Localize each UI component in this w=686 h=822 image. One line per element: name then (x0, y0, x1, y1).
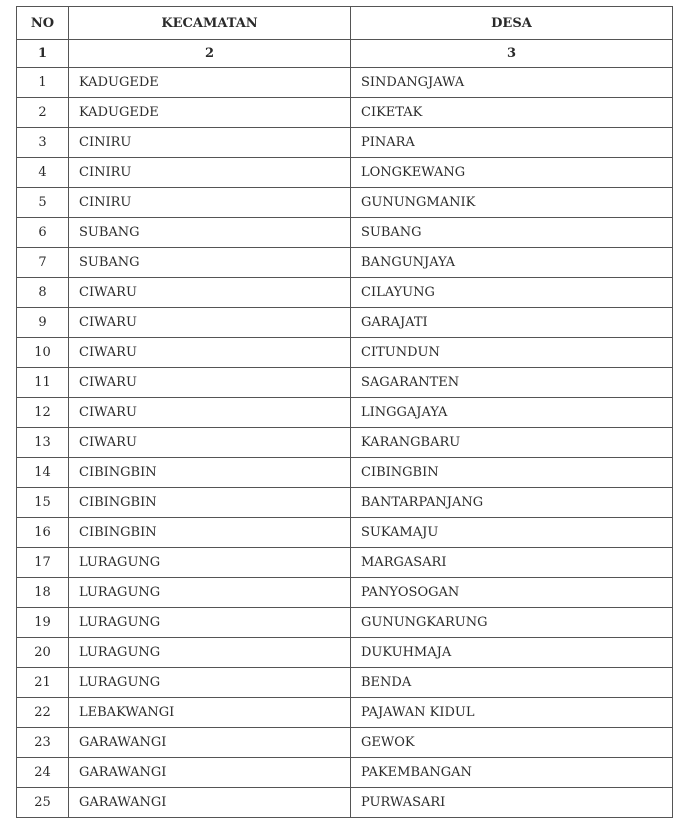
cell-desa: CILAYUNG (351, 278, 673, 308)
cell-kecamatan: CIWARU (69, 398, 351, 428)
cell-no: 19 (17, 608, 69, 638)
cell-desa: PAKEMBANGAN (351, 758, 673, 788)
table-row (17, 698, 673, 728)
table-row (17, 248, 673, 278)
cell-no: 3 (17, 128, 69, 158)
table-row (17, 398, 673, 428)
cell-kecamatan: GARAWANGI (69, 758, 351, 788)
cell-no: 2 (17, 98, 69, 128)
cell-kecamatan: CIBINGBIN (69, 518, 351, 548)
cell-desa: CIBINGBIN (351, 458, 673, 488)
table-row (17, 788, 673, 818)
cell-no: 7 (17, 248, 69, 278)
cell-desa: KARANGBARU (351, 428, 673, 458)
cell-kecamatan: LURAGUNG (69, 608, 351, 638)
cell-no: 16 (17, 518, 69, 548)
table-row (17, 68, 673, 98)
cell-no: 6 (17, 218, 69, 248)
column-number-1: 1 (17, 40, 69, 68)
table-row (17, 368, 673, 398)
cell-no: 12 (17, 398, 69, 428)
table-row (17, 638, 673, 668)
cell-desa: GARAJATI (351, 308, 673, 338)
cell-desa: BANGUNJAYA (351, 248, 673, 278)
cell-no: 18 (17, 578, 69, 608)
cell-desa: SUKAMAJU (351, 518, 673, 548)
cell-kecamatan: CIWARU (69, 308, 351, 338)
header-desa: DESA (351, 7, 673, 40)
cell-kecamatan: CIBINGBIN (69, 488, 351, 518)
table-row (17, 758, 673, 788)
cell-desa: CITUNDUN (351, 338, 673, 368)
cell-desa: BANTARPANJANG (351, 488, 673, 518)
table-row (17, 188, 673, 218)
cell-kecamatan: CINIRU (69, 188, 351, 218)
table-row (17, 518, 673, 548)
cell-kecamatan: LURAGUNG (69, 668, 351, 698)
table-row (17, 338, 673, 368)
cell-kecamatan: KADUGEDE (69, 68, 351, 98)
column-number-3: 3 (351, 40, 673, 68)
table-row (17, 278, 673, 308)
cell-kecamatan: SUBANG (69, 248, 351, 278)
cell-no: 17 (17, 548, 69, 578)
cell-kecamatan: CIWARU (69, 368, 351, 398)
cell-no: 23 (17, 728, 69, 758)
table-row (17, 608, 673, 638)
column-number-row (17, 40, 673, 68)
table-row (17, 428, 673, 458)
cell-no: 1 (17, 68, 69, 98)
table-row (17, 98, 673, 128)
cell-kecamatan: CIWARU (69, 278, 351, 308)
header-no: NO (17, 7, 69, 40)
cell-desa: SAGARANTEN (351, 368, 673, 398)
cell-desa: PAJAWAN KIDUL (351, 698, 673, 728)
table-body (17, 68, 673, 818)
cell-desa: BENDA (351, 668, 673, 698)
column-number-2: 2 (69, 40, 351, 68)
table-row (17, 458, 673, 488)
table-row (17, 488, 673, 518)
table-row (17, 578, 673, 608)
cell-kecamatan: CIWARU (69, 338, 351, 368)
cell-desa: PANYOSOGAN (351, 578, 673, 608)
cell-desa: SUBANG (351, 218, 673, 248)
cell-kecamatan: CINIRU (69, 158, 351, 188)
cell-kecamatan: CINIRU (69, 128, 351, 158)
cell-kecamatan: LURAGUNG (69, 638, 351, 668)
cell-desa: PURWASARI (351, 788, 673, 818)
cell-kecamatan: GARAWANGI (69, 728, 351, 758)
cell-no: 22 (17, 698, 69, 728)
cell-desa: PINARA (351, 128, 673, 158)
cell-desa: SINDANGJAWA (351, 68, 673, 98)
table-row (17, 308, 673, 338)
cell-desa: GUNUNGMANIK (351, 188, 673, 218)
table-row (17, 158, 673, 188)
cell-desa: LINGGAJAYA (351, 398, 673, 428)
cell-desa: MARGASARI (351, 548, 673, 578)
cell-kecamatan: GARAWANGI (69, 788, 351, 818)
table-row (17, 128, 673, 158)
village-table (16, 6, 673, 818)
cell-kecamatan: KADUGEDE (69, 98, 351, 128)
cell-no: 9 (17, 308, 69, 338)
table-row (17, 668, 673, 698)
cell-kecamatan: LURAGUNG (69, 548, 351, 578)
cell-no: 11 (17, 368, 69, 398)
cell-kecamatan: SUBANG (69, 218, 351, 248)
table-row (17, 728, 673, 758)
header-row (17, 7, 673, 40)
cell-no: 13 (17, 428, 69, 458)
cell-kecamatan: CIBINGBIN (69, 458, 351, 488)
cell-no: 15 (17, 488, 69, 518)
cell-no: 10 (17, 338, 69, 368)
header-kecamatan: KECAMATAN (69, 7, 351, 40)
cell-desa: CIKETAK (351, 98, 673, 128)
cell-no: 24 (17, 758, 69, 788)
cell-no: 14 (17, 458, 69, 488)
cell-desa: GUNUNGKARUNG (351, 608, 673, 638)
cell-no: 20 (17, 638, 69, 668)
cell-desa: GEWOK (351, 728, 673, 758)
cell-kecamatan: LEBAKWANGI (69, 698, 351, 728)
cell-no: 21 (17, 668, 69, 698)
cell-no: 25 (17, 788, 69, 818)
table-row (17, 548, 673, 578)
cell-desa: DUKUHMAJA (351, 638, 673, 668)
cell-no: 5 (17, 188, 69, 218)
cell-kecamatan: CIWARU (69, 428, 351, 458)
cell-no: 8 (17, 278, 69, 308)
table-row (17, 218, 673, 248)
cell-kecamatan: LURAGUNG (69, 578, 351, 608)
cell-no: 4 (17, 158, 69, 188)
cell-desa: LONGKEWANG (351, 158, 673, 188)
